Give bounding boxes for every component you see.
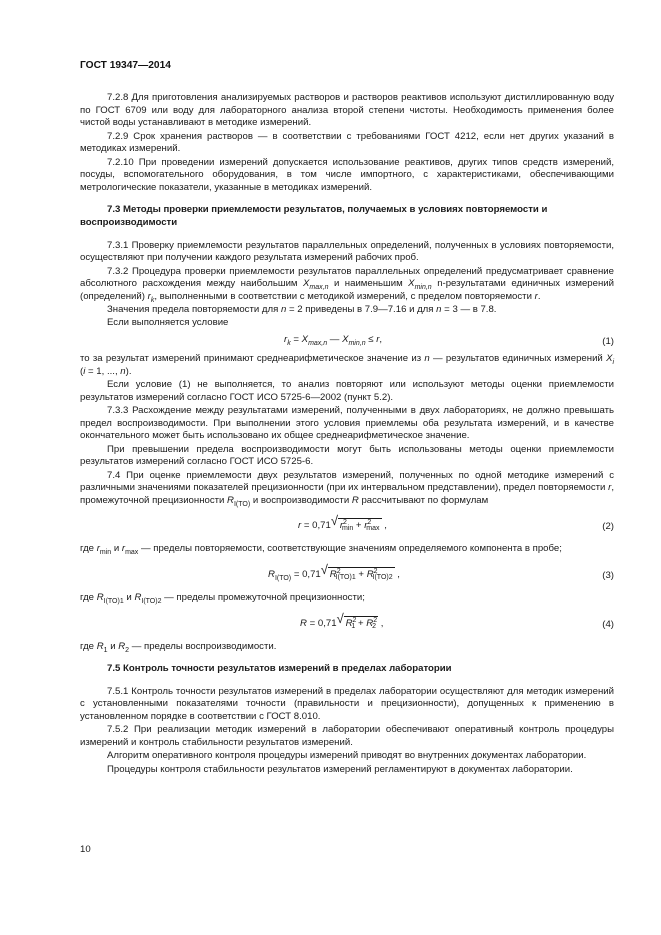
paragraph-7-2-10: 7.2.10 При проведении измерений допускается использование реактивов, других типов средств измерений, посуды, вспомогательного оборудования, в том числе импортного, с характеристиками, обеспечивающими метрологические показатели, указанные в методиках измерений. xyxy=(80,156,614,193)
section-7-5-heading: 7.5 Контроль точности результатов измерений в пределах лаборатории xyxy=(107,663,452,675)
paragraph-7-5-1: 7.5.1 Контроль точности результатов измерений в пределах лаборатории осуществляют для методик измерений с установленными показателями точности (правильности и прецизионности), допущенных к применению в установленном порядке в соответствии с ГОСТ 8.010. xyxy=(80,685,614,722)
document-header: ГОСТ 19347—2014 xyxy=(80,60,171,71)
paragraph-7-3-2: 7.3.2 Процедура проверки приемлемости результатов параллельных определений предусматривает сравнение абсолютного расхождения между наибольшим $X_{max,n}$ и наименьшим $X_{min,n}$ n-результатами единичных измерений (определений) $r_k$, выполненными в соответствии с методикой измерений, с пределом повторяемости r. xyxy=(80,265,614,304)
formula-3-number: (3) xyxy=(602,569,614,581)
page-content xyxy=(80,92,614,777)
paragraph-7-3-3: 7.3.3 Расхождение между результатами измерений, полученными в двух лабораториях, не должно превышать предел воспроизводимости. При выполнении этого условия приемлемы оба результата измерений, и в качестве окончательного может быть использовано их общее среднеарифметическое значение. xyxy=(80,405,614,442)
where-formula-3: где $R_{I(TO)1}$ и $R_{I(TO)2}$ — пределы промежуточной прецизионности; xyxy=(80,591,365,605)
section-7-3-heading: 7.3 Методы проверки приемлемости результатов, получаемых в условиях повторяемости и воспроизводимости xyxy=(80,204,548,228)
paragraph-7-2-8: 7.2.8 Для приготовления анализируемых растворов и растворов реактивов используют дистиллированную воду по ГОСТ 6709 или воду для лабораторного анализа второй степени чистоты. Необходимость применения более чистой воды устанавливают в методике измерений. xyxy=(80,92,614,129)
paragraph-algorithm: Алгоритм оперативного контроля процедуры измерений приводят во внутренних документах лаборатории. xyxy=(107,750,587,762)
formula-2: r = 0,71 √ $r^2_{min} + r^2_{max}$ , (2) xyxy=(298,513,614,533)
paragraph-if-condition: Если выполняется условие xyxy=(107,317,229,329)
paragraph-7-4: 7.4 При оценке приемлемости двух результатов измерений, полученных по одной методике измерений с различными значениями показателей прецизионности (при их интервальном представлении), предел повторяемости r, промежуточной прецизионности $R_{I(TO)}$ и воспроизводимости R рассчитывают по формулам xyxy=(80,469,614,508)
formula-2-number: (2) xyxy=(602,521,614,533)
formula-1-number: (1) xyxy=(602,336,614,348)
formula-4-number: (4) xyxy=(602,618,614,630)
formula-1: $r_k = X_{max,n}$ — $X_{min,n} \le r$, (1) xyxy=(284,334,614,348)
where-formula-4: где $R_1$ и $R_2$ — пределы воспроизводимости. xyxy=(80,640,277,654)
paragraph-7-2-9: 7.2.9 Срок хранения растворов — в соответствии с требованиями ГОСТ 4212, если нет других указаний в методиках измерений. xyxy=(80,130,614,155)
paragraph-then-result: то за результат измерений принимают среднеарифметическое значение из n — результатов единичных измерений $X_i$ (i = 1, ..., n). xyxy=(80,353,615,377)
page-number: 10 xyxy=(80,844,91,855)
formula-3: $R_{I(TO)} = 0,71$ √ $R^2_{I(TO)1} + R^2_{I(TO)2}$ , (3) xyxy=(268,561,614,582)
where-formula-2: где $r_{min}$ и $r_{max}$ — пределы повторяемости, соответствующие значениям определяемого компонента в пробе; xyxy=(80,543,562,557)
paragraph-procedures: Процедуры контроля стабильности результатов измерений регламентируют в документах лаборатории. xyxy=(107,763,573,775)
formula-4: R = 0,71 √ $R^2_1 + R^2_2$ , (4) xyxy=(300,610,614,630)
paragraph-7-3-1: 7.3.1 Проверку приемлемости результатов параллельных определений, полученных в условиях повторяемости, осуществляют при получении каждого результата измерений рабочих проб. xyxy=(80,239,614,264)
paragraph-7-5-2: 7.5.2 При реализации методик измерений в лаборатории обеспечивают оперативный контроль процедуры измерений и контроль стабильности результатов измерений. xyxy=(80,724,614,748)
paragraph-repeatability-values: Значения предела повторяемости для n = 2 приведены в 7.9—7.16 и для n = 3 — в 7.8. xyxy=(107,304,497,316)
paragraph-else: Если условие (1) не выполняется, то анализ повторяют или используют методы оценки приемлемости результатов измерений согласно ГОСТ ИСО 5725-6—2002 (пункт 5.2). xyxy=(80,379,614,403)
paragraph-exceed: При превышении предела воспроизводимости могут быть использованы методы оценки приемлемости результатов измерений согласно ГОСТ ИСО 5725-6. xyxy=(80,443,614,468)
